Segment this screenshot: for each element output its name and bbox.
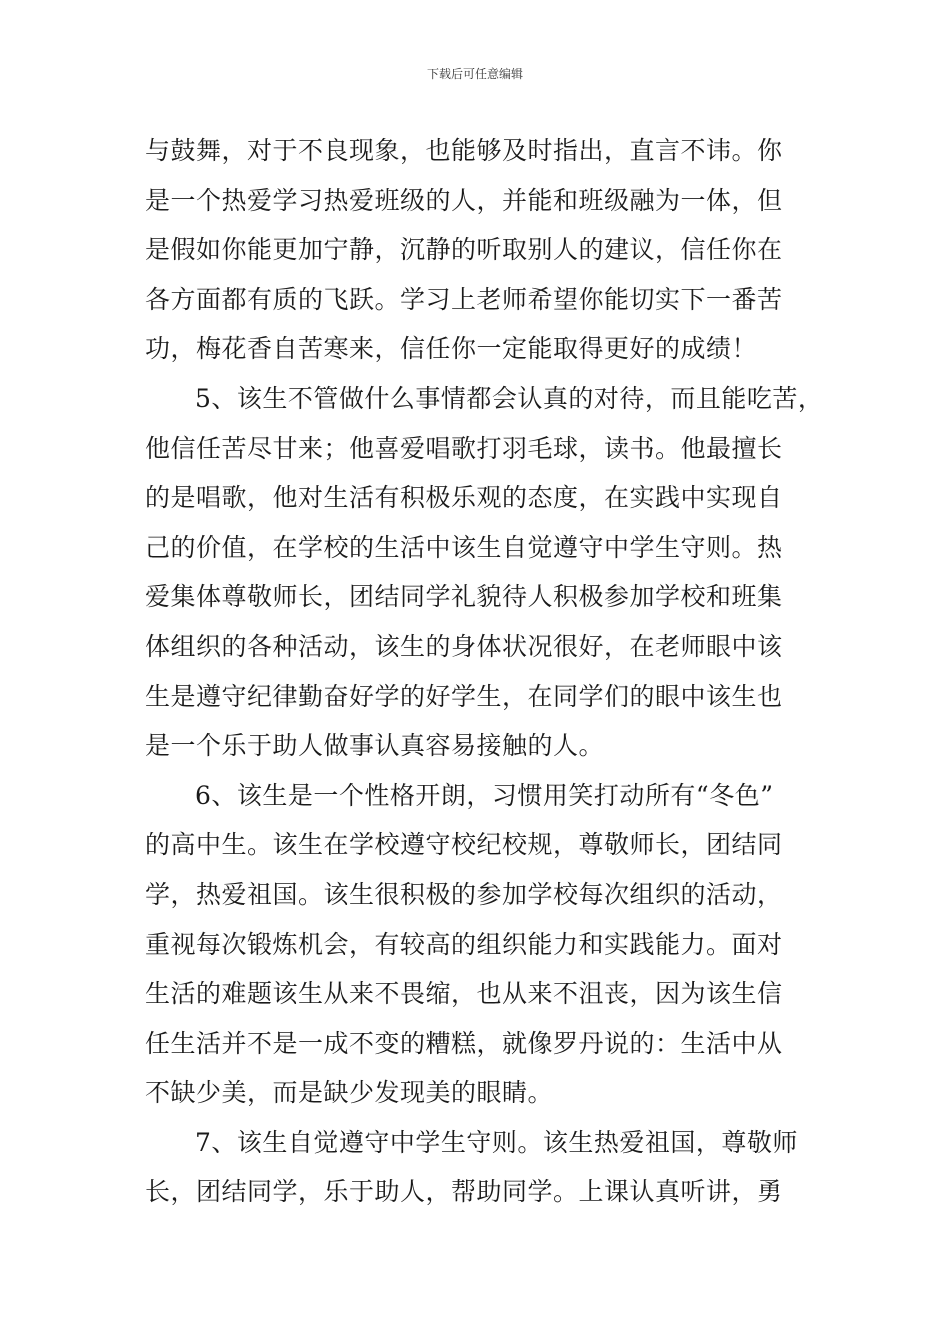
paragraph-start-line: 6、该生是一个性格开朗，习惯用笑打动所有“冬色” <box>195 780 774 810</box>
text-line: 生是遵守纪律勤奋好学的好学生，在同学们的眼中该生也 <box>145 681 783 711</box>
text-line: 与鼓舞，对于不良现象，也能够及时指出，直言不讳。你 <box>145 136 783 165</box>
text-line: 学，热爱祖国。该生很积极的参加学校每次组织的活动， <box>145 879 783 909</box>
text-line: 体组织的各种活动，该生的身体状况很好，在老师眼中该 <box>145 631 783 661</box>
text-line: 己的价值，在学校的生活中该生自觉遵守中学生守则。热 <box>145 532 783 562</box>
text-line: 爱集体尊敬师长，团结同学礼貌待人积极参加学校和班集 <box>145 582 783 612</box>
text-line: 是一个乐于助人做事认真容易接触的人。 <box>145 731 605 761</box>
page-header: 下载后可任意编辑 <box>426 67 523 81</box>
text-line: 重视每次锻炼机会，有较高的组织能力和实践能力。面对 <box>145 929 783 959</box>
paragraph-start-line: 5、该生不管做什么事情都会认真的对待，而且能吃苦， <box>195 383 824 413</box>
document-body <box>145 126 825 1217</box>
text-line: 的高中生。该生在学校遵守校纪校规，尊敬师长，团结同 <box>145 830 783 860</box>
text-line: 的是唱歌，他对生活有积极乐观的态度，在实践中实现自 <box>145 483 783 513</box>
text-line: 是假如你能更加宁静，沉静的听取别人的建议，信任你在 <box>145 235 783 265</box>
text-line: 各方面都有质的飞跃。学习上老师希望你能切实下一番苦 <box>145 284 783 314</box>
paragraph-start-line: 7、该生自觉遵守中学生守则。该生热爱祖国，尊敬师 <box>195 1127 798 1157</box>
text-line: 功，梅花香自苦寒来，信任你一定能取得更好的成绩！ <box>145 334 758 364</box>
text-line: 任生活并不是一成不变的糟糕，就像罗丹说的：生活中从 <box>145 1028 783 1058</box>
text-line: 长，团结同学，乐于助人，帮助同学。上课认真听讲，勇 <box>145 1177 783 1207</box>
text-line: 不缺少美，而是缺少发现美的眼睛。 <box>145 1078 554 1108</box>
text-line: 生活的难题该生从来不畏缩，也从来不沮丧，因为该生信 <box>145 979 783 1009</box>
text-line: 他信任苦尽甘来；他喜爱唱歌打羽毛球，读书。他最擅长 <box>145 433 783 463</box>
text-line: 是一个热爱学习热爱班级的人，并能和班级融为一体，但 <box>145 185 783 215</box>
